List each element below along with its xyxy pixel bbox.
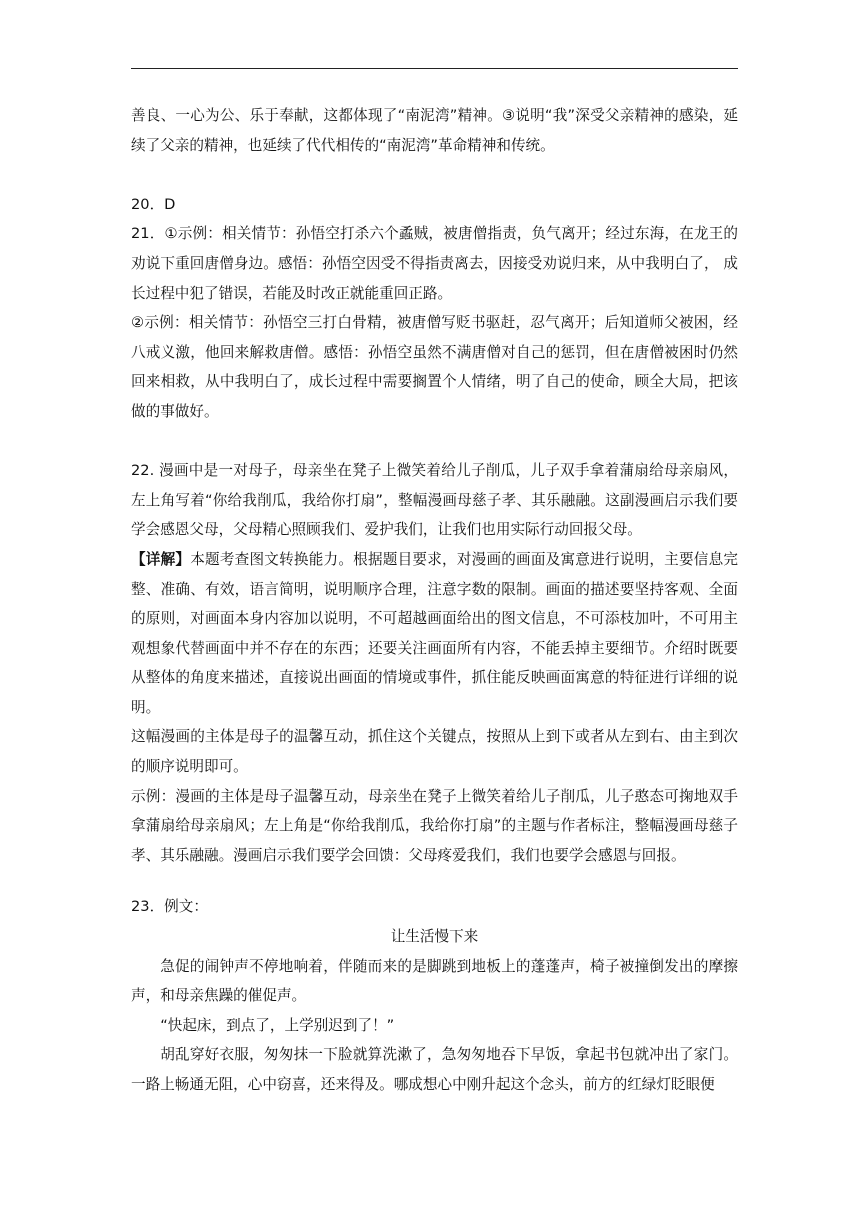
q21-paragraph-1: 21．①示例：相关情节：孙悟空打杀六个蟊贼，被唐僧指责，负气离开；经过东海，在龙王的劝说下重回唐僧身边。感悟：孙悟空因受不得指责离去，因接受劝说归来，从中我明白了， 成长过程中犯了错误，若能及时改正就能重回正路。 bbox=[131, 225, 738, 302]
q20-answer: 20．D bbox=[131, 195, 176, 213]
q19-tail-paragraph: 善良、一心为公、乐于奉献，这都体现了“南泥湾”精神。③说明“我”深受父亲精神的感染，延续了父亲的精神，也延续了代代相传的“南泥湾”革命精神和传统。 bbox=[131, 107, 738, 154]
q22-detail bbox=[131, 545, 738, 723]
q22-answer: 22. 漫画中是一对母子，母亲坐在凳子上微笑着给儿子削瓜，儿子双手拿着蒲扇给母亲扇风，左上角写着“你给我削瓜，我给你打扇”，整幅漫画母慈子孝、其乐融融。这副漫画启示我们要学会感恩父母，父母精心照顾我们、爱护我们，让我们也用实际行动回报父母。 bbox=[131, 462, 738, 539]
essay-paragraph-3: 胡乱穿好衣服，匆匆抹一下脸就算洗漱了，急匆匆地吞下早饭，拿起书包就冲出了家门。一路上畅通无阻，心中窃喜，还来得及。哪成想心中刚升起这个念头，前方的红绿灯眨眼便 bbox=[131, 1046, 738, 1093]
header-rule bbox=[131, 68, 738, 69]
q23-label: 23．例文： bbox=[131, 898, 208, 916]
q22-paragraph-3: 这幅漫画的主体是母子的温馨互动，抓住这个关键点，按照从上到下或者从左到右、由主到次的顺序说明即可。 bbox=[131, 728, 738, 776]
q22-paragraph-4: 示例：漫画的主体是母子温馨互动，母亲坐在凳子上微笑着给儿子削瓜，儿子憨态可掬地双手拿蒲扇给母亲扇风；左上角是“你给我削瓜，我给你打扇”的主题与作者标注，整幅漫画母慈子孝、其乐融融。漫画启示我们要学会回馈：父母疼爱我们，我们也要学会感恩与回报。 bbox=[131, 787, 738, 864]
essay-paragraph-2: “快起床，到点了，上学别迟到了！” bbox=[160, 1016, 395, 1034]
answer-content bbox=[131, 101, 738, 1100]
essay-title: 让生活慢下来 bbox=[390, 928, 479, 946]
detail-text: 本题考查图文转换能力。根据题目要求，对漫画的画面及寓意进行说明，主要信息完整、准确、有效，语言简明，说明顺序合理，注意字数的限制。画面的描述要坚持客观、全面的原则，对画面本身内容加以说明，不可超越画面给出的图文信息，不可添枝加叶，不可用主观想象代替画面中并不存在的东西；还要关注画面所有内容，不能丢掉主要细节。介绍时既要从整体的角度来描述，直接说出画面的情境或事件，抓住能反映画面寓意的特征进行详细的说明。 bbox=[131, 550, 738, 716]
essay-paragraph-1: 急促的闹钟声不停地响着，伴随而来的是脚跳到地板上的蓬蓬声，椅子被撞倒发出的摩擦声，和母亲焦躁的催促声。 bbox=[131, 957, 738, 1005]
detail-label: 【详解】 bbox=[131, 550, 191, 568]
q21-paragraph-2: ②示例：相关情节：孙悟空三打白骨精，被唐僧写贬书驱赶，忍气离开；后知道师父被困，经八戒义激，他回来解救唐僧。感悟：孙悟空虽然不满唐僧对自己的惩罚，但在唐僧被困时仍然回来相救，从中我明白了，成长过程中需要搁置个人情绪，明了自己的使命，顾全大局，把该做的事做好。 bbox=[131, 314, 738, 420]
